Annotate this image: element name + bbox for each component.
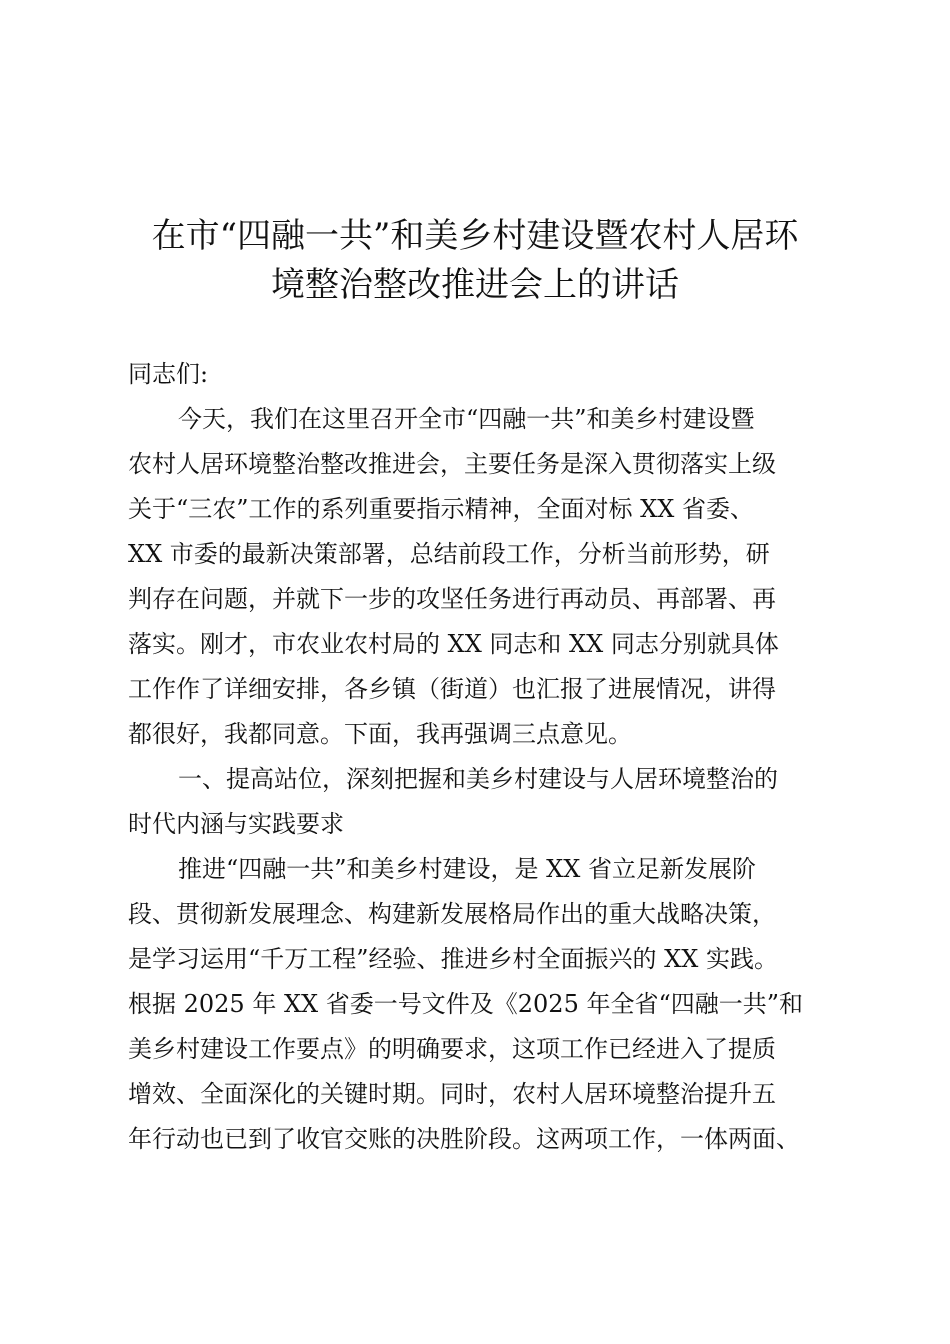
paragraph-1-line: 关于“三农”工作的系列重要指示精神，全面对标 XX 省委、 (128, 495, 754, 523)
paragraph-2-line: 是学习运用“千万工程”经验、推进乡村全面振兴的 XX 实践。 (128, 945, 778, 973)
paragraph-2-line: 推进“四融一共”和美乡村建设，是 XX 省立足新发展阶 (178, 855, 756, 883)
paragraph-1-line: 落实。刚才，市农业农村局的 XX 同志和 XX 同志分别就具体 (128, 630, 779, 658)
section-heading-line: 时代内涵与实践要求 (128, 810, 344, 838)
paragraph-1-line: 工作作了详细安排，各乡镇（街道）也汇报了进展情况，讲得 (128, 675, 776, 703)
document-body (128, 352, 843, 1162)
paragraph-2-line: 根据 2025 年 XX 省委一号文件及《2025 年全省“四融一共”和 (128, 990, 804, 1018)
title-line-2: 境整治整改推进会上的讲话 (271, 265, 679, 305)
document-title (100, 212, 850, 310)
paragraph-2-line: 增效、全面深化的关键时期。同时，农村人居环境整治提升五 (128, 1080, 776, 1108)
paragraph-1-line: XX 市委的最新决策部署，总结前段工作，分析当前形势，研 (128, 540, 770, 568)
paragraph-1-line: 农村人居环境整治整改推进会，主要任务是深入贯彻落实上级 (128, 450, 776, 478)
paragraph-2-line: 年行动也已到了收官交账的决胜阶段。这两项工作，一体两面、 (128, 1125, 800, 1153)
greeting: 同志们: (128, 360, 209, 388)
title-line-1: 在市“四融一共”和美乡村建设暨农村人居环 (151, 216, 799, 256)
section-heading-line: 一、提高站位，深刻把握和美乡村建设与人居环境整治的 (178, 765, 778, 793)
paragraph-1-line: 都很好，我都同意。下面，我再强调三点意见。 (128, 720, 632, 748)
paragraph-2-line: 美乡村建设工作要点》的明确要求，这项工作已经进入了提质 (128, 1035, 776, 1063)
paragraph-2-line: 段、贯彻新发展理念、构建新发展格局作出的重大战略决策， (128, 900, 776, 928)
paragraph-1-line: 判存在问题，并就下一步的攻坚任务进行再动员、再部署、再 (128, 585, 776, 613)
paragraph-1-line: 今天，我们在这里召开全市“四融一共”和美乡村建设暨 (178, 405, 755, 433)
